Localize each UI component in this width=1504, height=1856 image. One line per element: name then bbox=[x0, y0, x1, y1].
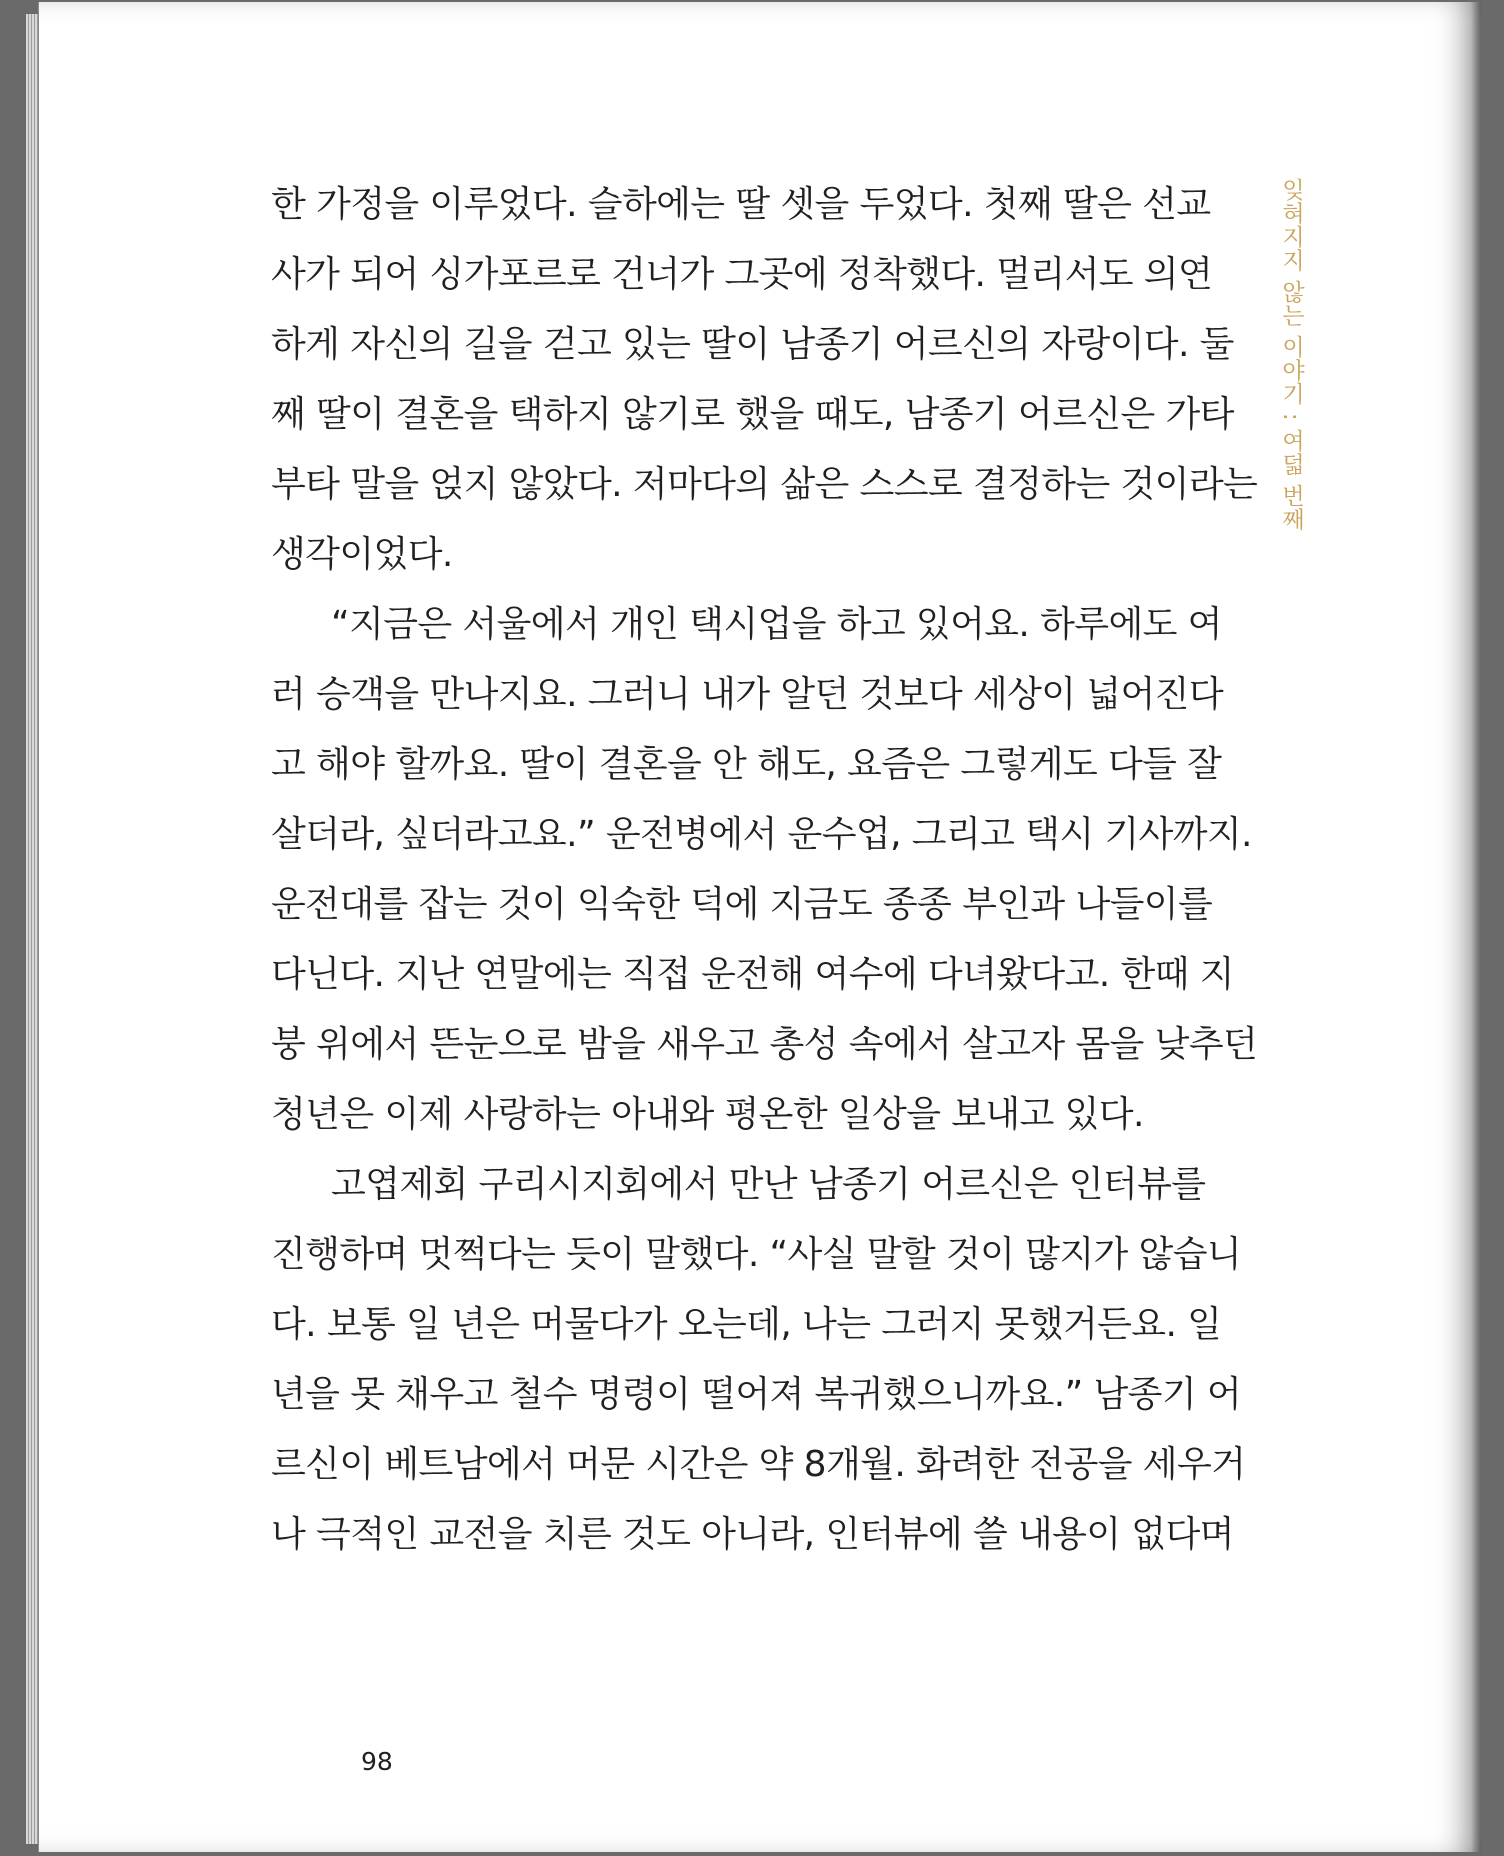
text-line: 진행하며 멋쩍다는 듯이 말했다. “사실 말할 것이 많지가 않습니 bbox=[271, 1234, 1242, 1275]
text-line: “지금은 서울에서 개인 택시업을 하고 있어요. 하루에도 여 bbox=[331, 604, 1222, 645]
text-line: 운전대를 잡는 것이 익숙한 덕에 지금도 종종 부인과 나들이를 bbox=[271, 884, 1213, 925]
text-line: 사가 되어 싱가포르로 건너가 그곳에 정착했다. 멀리서도 의연 bbox=[271, 254, 1213, 295]
text-line: 고 해야 할까요. 딸이 결혼을 안 해도, 요즘은 그렇게도 다들 잘 bbox=[271, 744, 1222, 785]
text-line: 부타 말을 얹지 않았다. 저마다의 삶은 스스로 결정하는 것이라는 bbox=[271, 464, 1258, 505]
text-line: 다닌다. 지난 연말에는 직접 운전해 여수에 다녀왔다고. 한때 지 bbox=[271, 954, 1234, 995]
text-line: 생각이었다. bbox=[271, 534, 453, 575]
text-line: 째 딸이 결혼을 택하지 않기로 했을 때도, 남종기 어르신은 가타 bbox=[271, 394, 1234, 435]
text-line: 고엽제회 구리시지회에서 만난 남종기 어르신은 인터뷰를 bbox=[331, 1164, 1206, 1205]
text-line: 하게 자신의 길을 걷고 있는 딸이 남종기 어르신의 자랑이다. 둘 bbox=[271, 324, 1234, 365]
running-head: 잊혀지지 않는 이야기 : 여덟 번째 bbox=[1278, 178, 1304, 531]
text-line: 년을 못 채우고 철수 명령이 떨어져 복귀했으니까요.” 남종기 어 bbox=[271, 1374, 1242, 1415]
text-line: 르신이 베트남에서 머문 시간은 약 8개월. 화려한 전공을 세우거 bbox=[271, 1444, 1246, 1485]
page-number: 98 bbox=[361, 1747, 393, 1776]
text-line: 러 승객을 만나지요. 그러니 내가 알던 것보다 세상이 넓어진다 bbox=[271, 674, 1223, 715]
text-line: 한 가정을 이루었다. 슬하에는 딸 셋을 두었다. 첫째 딸은 선교 bbox=[271, 184, 1211, 225]
book-page bbox=[38, 2, 1481, 1852]
body-text bbox=[271, 170, 1258, 1570]
text-line: 다. 보통 일 년은 머물다가 오는데, 나는 그러지 못했거든요. 일 bbox=[271, 1304, 1222, 1345]
text-line: 살더라, 싶더라고요.” 운전병에서 운수업, 그리고 택시 기사까지. bbox=[271, 814, 1252, 855]
text-line: 붕 위에서 뜬눈으로 밤을 새우고 총성 속에서 살고자 몸을 낮추던 bbox=[271, 1024, 1258, 1065]
text-line: 청년은 이제 사랑하는 아내와 평온한 일상을 보내고 있다. bbox=[271, 1094, 1144, 1135]
text-line: 나 극적인 교전을 치른 것도 아니라, 인터뷰에 쓸 내용이 없다며 bbox=[271, 1514, 1234, 1555]
